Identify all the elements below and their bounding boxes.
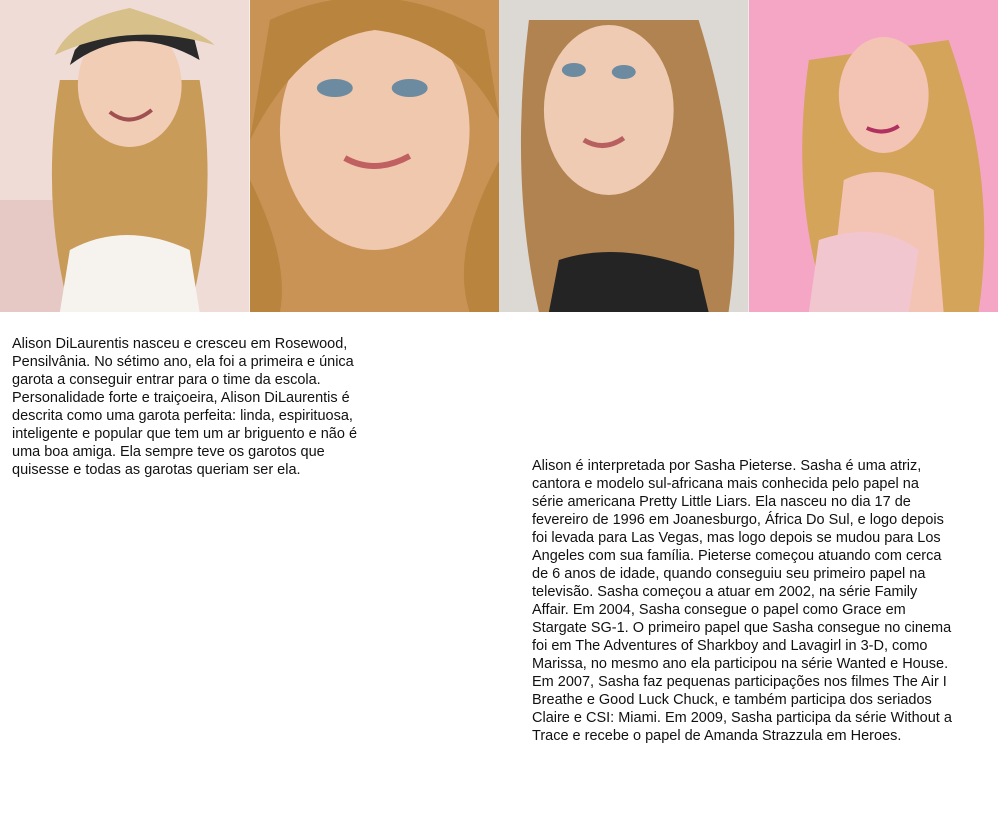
photo-strip — [0, 0, 998, 312]
portrait-photo-1 — [0, 0, 250, 312]
sasha-pieterse-bio-paragraph: Alison é interpretada por Sasha Pieterse. Sasha é uma atriz, cantora e modelo sul-africana mais conhecida pelo papel na série americana Pretty Little Liars. Ela nasceu no dia 17 de fevereiro de 1996 em Joanesburgo, África Do Sul, e logo depois foi levada para Las Vegas, mas logo depois se mudou para Los Angeles com sua família. Pieterse começou atuando com cerca de 6 anos de idade, quando conseguiu seu primeiro papel na televisão. Sasha começou a atuar em 2002, na série Family Affair. Em 2004, Sasha consegue o papel como Grace em Stargate SG-1. O primeiro papel que Sasha consegue no cinema foi em The Adventures of Sharkboy and Lavagirl in 3-D, como Marissa, no mesmo ano ela participou na série Wanted e House. Em 2007, Sasha faz pequenas participações nos filmes The Air I Breathe e Good Luck Chuck, e também participa dos seriados Claire e CSI: Miami. Em 2009, Sasha participa da série Without a Trace e recebe o papel de Amanda Strazzula em Heroes. — [532, 458, 952, 744]
portrait-photo-3 — [499, 0, 749, 312]
portrait-photo-2 — [250, 0, 500, 312]
alison-bio-paragraph: Alison DiLaurentis nasceu e cresceu em Rosewood, Pensilvânia. No sétimo ano, ela foi a primeira e única garota a conseguir entrar para o time da escola. Personalidade forte e traiçoeira, Alison DiLaurentis é descrita como uma garota perfeita: linda, espirituosa, inteligente e popular que tem um ar briguento e não é uma boa amiga. Ela sempre teve os garotos que quisesse e todas as garotas queriam ser ela. — [12, 336, 358, 478]
portrait-photo-4 — [749, 0, 998, 312]
